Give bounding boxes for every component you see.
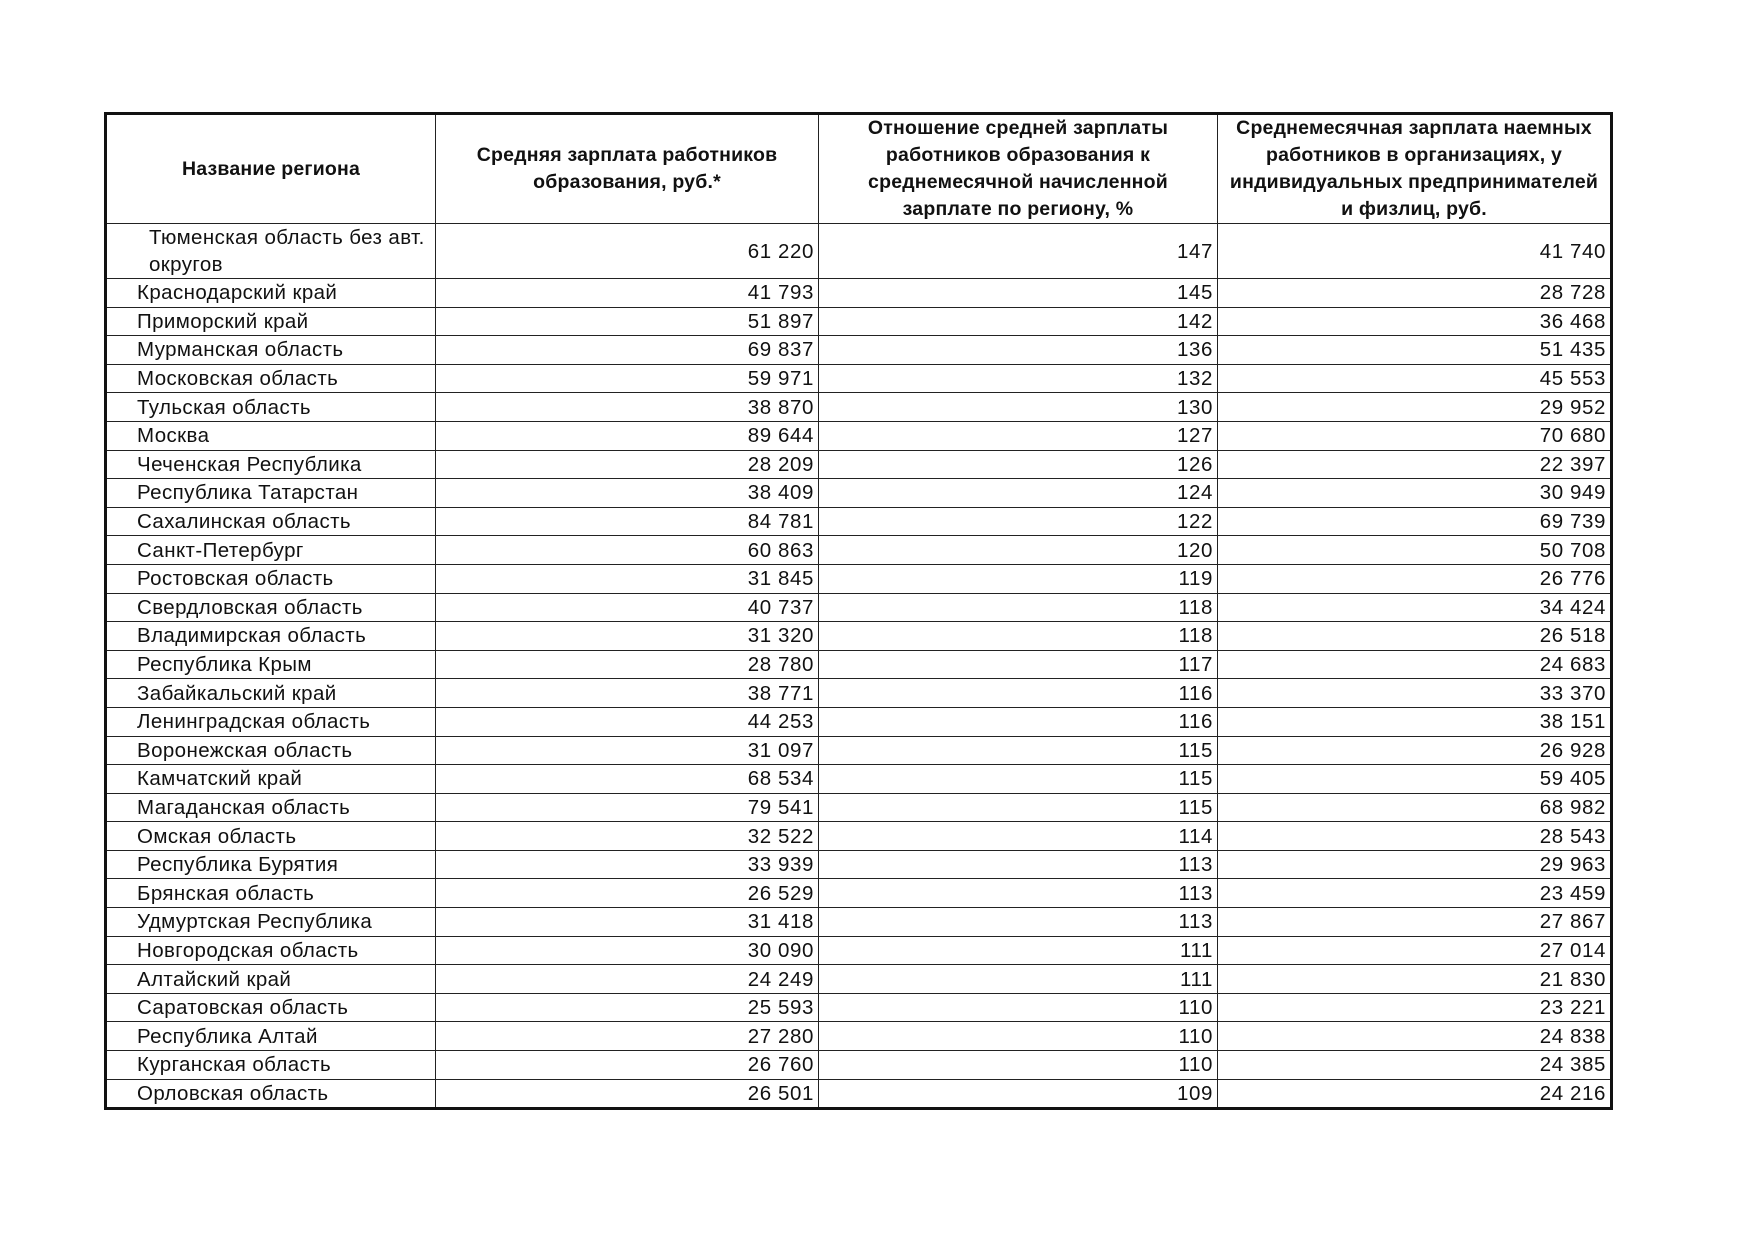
region-name-cell: Краснодарский край (106, 279, 436, 308)
table-row (106, 793, 1612, 822)
average-salary-cell: 69 739 (1218, 507, 1612, 536)
salary-ratio-cell: 109 (819, 1079, 1218, 1109)
region-name-cell: Москва (106, 421, 436, 450)
salary-ratio-cell: 132 (819, 364, 1218, 393)
average-salary-cell: 29 963 (1218, 850, 1612, 879)
region-name-cell: Магаданская область (106, 793, 436, 822)
education-salary-cell: 26 760 (436, 1051, 819, 1080)
salary-ratio-cell: 130 (819, 393, 1218, 422)
average-salary-cell: 26 928 (1218, 736, 1612, 765)
average-salary-cell: 51 435 (1218, 336, 1612, 365)
table-body (106, 224, 1612, 1109)
salary-ratio-cell: 118 (819, 593, 1218, 622)
region-name-cell: Тульская область (106, 393, 436, 422)
education-salary-cell: 31 320 (436, 622, 819, 651)
salary-ratio-cell: 116 (819, 707, 1218, 736)
region-name-cell: Курганская область (106, 1051, 436, 1080)
region-name-cell: Чеченская Республика (106, 450, 436, 479)
average-salary-cell: 70 680 (1218, 421, 1612, 450)
salary-table (104, 112, 1613, 1110)
region-name-cell: Владимирская область (106, 622, 436, 651)
average-salary-cell: 30 949 (1218, 479, 1612, 508)
table-row (106, 507, 1612, 536)
average-salary-cell: 33 370 (1218, 679, 1612, 708)
average-salary-cell: 38 151 (1218, 707, 1612, 736)
table-row (106, 1022, 1612, 1051)
education-salary-cell: 60 863 (436, 536, 819, 565)
education-salary-cell: 40 737 (436, 593, 819, 622)
table-row (106, 364, 1612, 393)
table-row (106, 479, 1612, 508)
table-row (106, 1079, 1612, 1109)
salary-ratio-cell: 113 (819, 850, 1218, 879)
salary-ratio-cell: 142 (819, 307, 1218, 336)
education-salary-cell: 59 971 (436, 364, 819, 393)
salary-ratio-cell: 110 (819, 1051, 1218, 1080)
education-salary-cell: 30 090 (436, 936, 819, 965)
salary-ratio-cell: 120 (819, 536, 1218, 565)
table-row (106, 908, 1612, 937)
education-salary-cell: 38 771 (436, 679, 819, 708)
average-salary-cell: 24 385 (1218, 1051, 1612, 1080)
average-salary-cell: 68 982 (1218, 793, 1612, 822)
salary-ratio-cell: 136 (819, 336, 1218, 365)
average-salary-cell: 34 424 (1218, 593, 1612, 622)
table-row (106, 393, 1612, 422)
header-region-name: Название региона (106, 114, 436, 224)
education-salary-cell: 24 249 (436, 965, 819, 994)
region-name-cell: Новгородская область (106, 936, 436, 965)
average-salary-cell: 24 216 (1218, 1079, 1612, 1109)
education-salary-cell: 38 409 (436, 479, 819, 508)
table-row (106, 822, 1612, 851)
education-salary-cell: 44 253 (436, 707, 819, 736)
education-salary-cell: 33 939 (436, 850, 819, 879)
table-row (106, 850, 1612, 879)
table-row (106, 650, 1612, 679)
education-salary-cell: 28 780 (436, 650, 819, 679)
education-salary-cell: 84 781 (436, 507, 819, 536)
salary-ratio-cell: 111 (819, 936, 1218, 965)
education-salary-cell: 61 220 (436, 224, 819, 279)
region-name-cell: Ростовская область (106, 564, 436, 593)
table-row (106, 765, 1612, 794)
table-row (106, 307, 1612, 336)
average-salary-cell: 27 867 (1218, 908, 1612, 937)
salary-ratio-cell: 116 (819, 679, 1218, 708)
average-salary-cell: 26 776 (1218, 564, 1612, 593)
document-page (104, 112, 1613, 1110)
salary-ratio-cell: 127 (819, 421, 1218, 450)
table-row (106, 965, 1612, 994)
region-name-cell: Алтайский край (106, 965, 436, 994)
salary-ratio-cell: 115 (819, 736, 1218, 765)
education-salary-cell: 25 593 (436, 993, 819, 1022)
average-salary-cell: 50 708 (1218, 536, 1612, 565)
average-salary-cell: 59 405 (1218, 765, 1612, 794)
table-row (106, 707, 1612, 736)
header-education-salary: Средняя зарплата работников образования, руб.* (436, 114, 819, 224)
header-salary-ratio: Отношение средней зарплаты работников образования к среднемесячной начисленной зарплате по региону, % (819, 114, 1218, 224)
header-average-salary: Среднемесячная зарплата наемных работников в организациях, у индивидуальных предпринимателей и физлиц, руб. (1218, 114, 1612, 224)
education-salary-cell: 31 097 (436, 736, 819, 765)
region-name-cell: Приморский край (106, 307, 436, 336)
region-name-cell: Воронежская область (106, 736, 436, 765)
average-salary-cell: 24 838 (1218, 1022, 1612, 1051)
education-salary-cell: 28 209 (436, 450, 819, 479)
salary-ratio-cell: 114 (819, 822, 1218, 851)
region-name-cell: Забайкальский край (106, 679, 436, 708)
average-salary-cell: 28 728 (1218, 279, 1612, 308)
table-row (106, 450, 1612, 479)
salary-ratio-cell: 110 (819, 993, 1218, 1022)
table-row (106, 593, 1612, 622)
salary-ratio-cell: 126 (819, 450, 1218, 479)
education-salary-cell: 27 280 (436, 1022, 819, 1051)
education-salary-cell: 32 522 (436, 822, 819, 851)
salary-ratio-cell: 115 (819, 793, 1218, 822)
table-row (106, 224, 1612, 279)
average-salary-cell: 29 952 (1218, 393, 1612, 422)
region-name-cell: Брянская область (106, 879, 436, 908)
table-row (106, 279, 1612, 308)
average-salary-cell: 24 683 (1218, 650, 1612, 679)
education-salary-cell: 51 897 (436, 307, 819, 336)
salary-ratio-cell: 113 (819, 879, 1218, 908)
education-salary-cell: 68 534 (436, 765, 819, 794)
education-salary-cell: 26 501 (436, 1079, 819, 1109)
education-salary-cell: 31 845 (436, 564, 819, 593)
salary-ratio-cell: 147 (819, 224, 1218, 279)
average-salary-cell: 41 740 (1218, 224, 1612, 279)
average-salary-cell: 21 830 (1218, 965, 1612, 994)
table-row (106, 1051, 1612, 1080)
education-salary-cell: 69 837 (436, 336, 819, 365)
table-row (106, 421, 1612, 450)
table-row (106, 936, 1612, 965)
region-name-cell: Саратовская область (106, 993, 436, 1022)
region-name-cell: Санкт-Петербург (106, 536, 436, 565)
region-name-cell: Ленинградская область (106, 707, 436, 736)
table-row (106, 993, 1612, 1022)
region-name-cell: Московская область (106, 364, 436, 393)
education-salary-cell: 89 644 (436, 421, 819, 450)
salary-ratio-cell: 110 (819, 1022, 1218, 1051)
average-salary-cell: 23 459 (1218, 879, 1612, 908)
education-salary-cell: 79 541 (436, 793, 819, 822)
region-name-cell: Республика Алтай (106, 1022, 436, 1051)
region-name-cell: Омская область (106, 822, 436, 851)
table-row (106, 536, 1612, 565)
average-salary-cell: 22 397 (1218, 450, 1612, 479)
header-row (106, 114, 1612, 224)
region-name-cell: Удмуртская Республика (106, 908, 436, 937)
salary-ratio-cell: 118 (819, 622, 1218, 651)
average-salary-cell: 27 014 (1218, 936, 1612, 965)
region-name-cell: Мурманская область (106, 336, 436, 365)
region-name-cell: Орловская область (106, 1079, 436, 1109)
table-row (106, 879, 1612, 908)
region-name-cell: Республика Крым (106, 650, 436, 679)
salary-ratio-cell: 145 (819, 279, 1218, 308)
salary-ratio-cell: 111 (819, 965, 1218, 994)
region-name-cell: Республика Татарстан (106, 479, 436, 508)
salary-ratio-cell: 117 (819, 650, 1218, 679)
table-row (106, 564, 1612, 593)
table-row (106, 679, 1612, 708)
education-salary-cell: 41 793 (436, 279, 819, 308)
salary-ratio-cell: 113 (819, 908, 1218, 937)
region-name-cell: Тюменская область без авт. округов (106, 224, 436, 279)
average-salary-cell: 26 518 (1218, 622, 1612, 651)
table-row (106, 336, 1612, 365)
average-salary-cell: 28 543 (1218, 822, 1612, 851)
salary-ratio-cell: 119 (819, 564, 1218, 593)
region-name-cell: Республика Бурятия (106, 850, 436, 879)
salary-ratio-cell: 115 (819, 765, 1218, 794)
region-name-cell: Свердловская область (106, 593, 436, 622)
salary-ratio-cell: 124 (819, 479, 1218, 508)
table-row (106, 622, 1612, 651)
average-salary-cell: 36 468 (1218, 307, 1612, 336)
education-salary-cell: 26 529 (436, 879, 819, 908)
education-salary-cell: 31 418 (436, 908, 819, 937)
education-salary-cell: 38 870 (436, 393, 819, 422)
average-salary-cell: 23 221 (1218, 993, 1612, 1022)
salary-ratio-cell: 122 (819, 507, 1218, 536)
average-salary-cell: 45 553 (1218, 364, 1612, 393)
region-name-cell: Сахалинская область (106, 507, 436, 536)
table-row (106, 736, 1612, 765)
region-name-cell: Камчатский край (106, 765, 436, 794)
